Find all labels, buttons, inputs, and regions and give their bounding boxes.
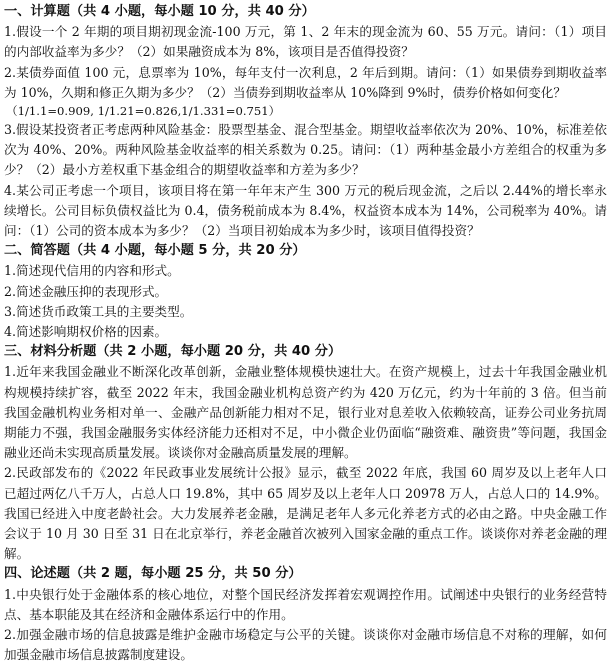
question-3: 3.假设某投资者正考虑两种风险基金：股票型基金、混合型基金。期望收益率依次为 20%、10%，标准差依次为 40%、20%。两种风险基金收益率的相关系数为 0.25。请问：（1）两种基金最小方差组合的权重为多少？（2）最小方差权重下基金组合的期望收益率和方差为多少？: [4, 122, 607, 178]
question-3: 3.简述货币政策工具的主要类型。: [4, 303, 193, 319]
section-title: 一、计算题（共 4 小题，每小题 10 分，共 40 分）: [4, 4, 315, 19]
question-2: 2.简述金融压抑的表现形式。: [4, 283, 168, 299]
section-calculation: [4, 2, 607, 241]
question-1: 1.简述现代信用的内容和形式。: [4, 263, 180, 279]
question-1: 1.中央银行处于金融体系的核心地位，对整个国民经济发挥着宏观调控作用。试阐述中央银行的业务经营特点、基本职能及其在经济和金融体系运行中的作用。: [4, 586, 607, 622]
section-material-analysis: [4, 342, 607, 564]
section-title: 三、材料分析题（共 2 小题，每小题 20 分，共 40 分）: [4, 344, 342, 360]
section-title: 四、论述题（共 2 题，每小题 25 分，共 50 分）: [4, 566, 302, 582]
question-1: 1.近年来我国金融业不断深化改革创新，金融业整体规模快速壮大。在资产规模上，过去十年我国金融业机构规模持续扩容，截至 2022 年末，我国金融业机构总资产约为 420 万亿元，约为十年前的 3 倍。但当前我国金融机构业务相对单一、金融产品创新能力相对不足，银行业对息差收入依赖较高，证券公司业务抗周期能力不强，我国金融服务实体经济能力还相对不足，中小微企业仍面临“融资难、融资贵”等问题，我国金融业还尚未实现高质量发展。谈谈你对金融高质量发展的理解。: [4, 364, 607, 461]
question-2: 2.民政部发布的《2022 年民政事业发展统计公报》显示，截至 2022 年底，我国 60 周岁及以上老年人口已超过两亿八千万人，占总人口 19.8%，其中 65 周岁及以上老年人口 20978 万人，占总人口的 14.9%。我国已经进入中度老龄社会。大力发展养老金融，是满足老年人多元化养老方式的必由之路。中央金融工作会议于 10 月 30 日至 31 日在北京举行，养老金融首次被列入国家金融的重点工作。谈谈你对养老金融的理解。: [4, 465, 607, 562]
question-2: 2.某债券面值 100 元，息票率为 10%，每年支付一次利息，2 年后到期。请问：（1）如果债券到期收益率为 10%，久期和修正久期为多少？（2）当债券到期收益率从 10%降到 9%时，债券价格如何变化？: [4, 64, 607, 100]
section-title: 二、简答题（共 4 小题，每小题 5 分，共 20 分）: [4, 243, 306, 259]
question-4: 4.简述影响期权价格的因素。: [4, 324, 168, 340]
section-essay: [4, 564, 607, 665]
question-2-hint: （1/1.1=0.909, 1/1.21=0.826,1/1.331=0.751）: [6, 104, 281, 119]
question-1: 1.假设一个 2 年期的项目期初现金流-100 万元，第 1、2 年末的现金流为 60、55 万元。请问：（1）项目的内部收益率为多少？（2）如果融资成本为 8%，该项目是否值得投资？: [4, 24, 607, 60]
section-short-answer: [4, 241, 607, 342]
question-2: 2.加强金融市场的信息披露是维护金融市场稳定与公平的关键。谈谈你对金融市场信息不对称的理解，如何加强金融市场信息披露制度建设。: [4, 627, 607, 663]
question-4: 4.某公司正考虑一个项目，该项目将在第一年年末产生 300 万元的税后现金流，之后以 2.44%的增长率永续增长。公司目标负债权益比为 0.4，债务税前成本为 8.4%，权益资本成本为 14%，公司税率为 40%。请问：（1）公司的资本成本为多少？（2）当项目初始成本为多少时，该项目值得投资？: [4, 182, 607, 239]
